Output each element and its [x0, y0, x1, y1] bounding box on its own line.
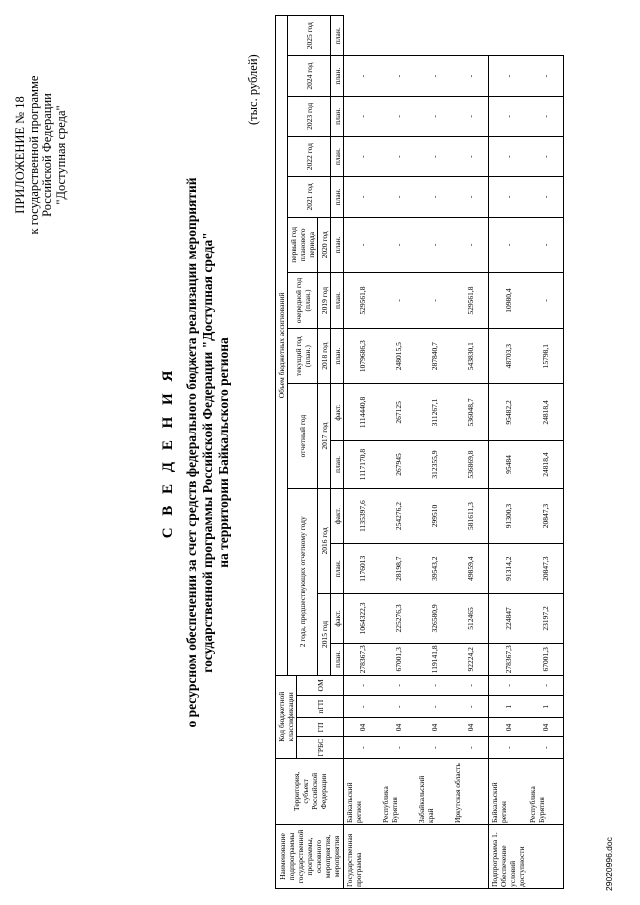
document-title: С В Е Д Е Н И Я	[160, 366, 176, 539]
table-row	[452, 16, 489, 889]
value-cell: 15798,1	[527, 328, 564, 384]
om-cell: -	[416, 675, 452, 695]
gp-cell: 04	[380, 718, 416, 737]
units-label: (тыс. рублей)	[246, 54, 260, 125]
value-cell: 254276,2	[380, 488, 416, 544]
header-first-plan-year: первый год планового периода	[288, 217, 318, 273]
header-2023: 2023 год	[288, 96, 331, 136]
file-name-footer: 29020996.doc	[604, 837, 614, 891]
value-cell: 224847	[489, 594, 528, 644]
grbs-cell: -	[527, 737, 564, 758]
value-cell: 67001,3	[527, 643, 564, 675]
value-cell: 536869,8	[452, 441, 489, 488]
pgp-cell: 1	[489, 695, 528, 718]
header-gp: ГП	[297, 718, 344, 737]
value-cell: 48703,3	[489, 328, 528, 384]
value-cell: -	[344, 177, 381, 217]
header-pgp: пГП	[297, 695, 344, 718]
value-cell: -	[416, 273, 452, 329]
value-cell: -	[344, 217, 381, 273]
territory-cell: Республика Бурятия	[527, 758, 564, 824]
value-cell: 20847,3	[527, 488, 564, 544]
header-plan: план.	[331, 643, 344, 675]
value-cell: -	[489, 56, 528, 96]
header-plan: план.	[331, 217, 344, 273]
value-cell: 24818,4	[527, 384, 564, 441]
value-cell: 225276,3	[380, 594, 416, 644]
header-plan: план.	[331, 544, 344, 594]
header-name: Наименование подпрограммы государственной программы, основного мероприятия, мероприятия	[276, 825, 344, 889]
header-2021: 2021 год	[288, 177, 331, 217]
header-2019: 2019 год	[318, 273, 331, 329]
om-cell: -	[489, 675, 528, 695]
value-cell: 91300,3	[489, 488, 528, 544]
value-cell: 312355,9	[416, 441, 452, 488]
value-cell: 1064322,3	[344, 594, 381, 644]
table-header	[276, 16, 344, 889]
value-cell: 248015,5	[380, 328, 416, 384]
program-cell	[527, 825, 564, 889]
value-cell: -	[380, 136, 416, 176]
value-cell: -	[527, 217, 564, 273]
territory-cell: Иркутская область	[452, 758, 489, 824]
appendix-line-2: к государственной программе	[26, 75, 41, 235]
value-cell: 529561,8	[452, 273, 489, 329]
resource-table	[275, 15, 564, 889]
value-cell: -	[452, 96, 489, 136]
value-cell: 287840,7	[416, 328, 452, 384]
pgp-cell: -	[452, 695, 489, 718]
header-2017: 2017 год	[318, 384, 331, 488]
gp-cell: 04	[344, 718, 381, 737]
gp-cell: 04	[489, 718, 528, 737]
value-cell: 92224,2	[452, 643, 489, 675]
header-2018: 2018 год	[318, 328, 331, 384]
pgp-cell: 1	[527, 695, 564, 718]
header-plan: план.	[331, 16, 344, 56]
program-cell	[380, 825, 416, 889]
header-plan: план.	[331, 56, 344, 96]
value-cell: -	[416, 136, 452, 176]
header-report-year: отчетный год	[288, 384, 318, 488]
value-cell: -	[527, 177, 564, 217]
table-row	[380, 16, 416, 889]
value-cell: -	[416, 96, 452, 136]
value-cell: 326580,9	[416, 594, 452, 644]
appendix-line-4: "Доступная среда"	[53, 105, 68, 205]
value-cell: 10980,4	[489, 273, 528, 329]
value-cell: 1079686,3	[344, 328, 381, 384]
territory-cell: Байкальский регион	[344, 758, 381, 824]
territory-cell: Байкальский регион	[489, 758, 528, 824]
header-2024: 2024 год	[288, 56, 331, 96]
value-cell: -	[416, 217, 452, 273]
header-current-year: текущий год (план.)	[288, 328, 318, 384]
value-cell: 311267,1	[416, 384, 452, 441]
value-cell: 67001,3	[380, 643, 416, 675]
header-plan: план.	[331, 328, 344, 384]
value-cell: 278367,3	[344, 643, 381, 675]
header-fact: факт.	[331, 488, 344, 544]
territory-cell: Республика Бурятия	[380, 758, 416, 824]
value-cell: -	[452, 136, 489, 176]
value-cell: 278367,3	[489, 643, 528, 675]
pgp-cell: -	[416, 695, 452, 718]
grbs-cell: -	[380, 737, 416, 758]
program-cell	[452, 825, 489, 889]
value-cell: -	[380, 217, 416, 273]
header-2016: 2016 год	[318, 488, 331, 593]
value-cell: 49859,4	[452, 544, 489, 594]
value-cell: -	[527, 96, 564, 136]
header-territory: Территория, субъект Российской Федерации	[276, 758, 344, 824]
header-next-year: очередной год (план.)	[288, 273, 318, 329]
value-cell: -	[527, 56, 564, 96]
value-cell: 1117170,8	[344, 441, 381, 488]
value-cell: 1176013	[344, 544, 381, 594]
header-plan: план.	[331, 96, 344, 136]
value-cell: -	[380, 273, 416, 329]
pgp-cell: -	[380, 695, 416, 718]
value-cell: 119141,8	[416, 643, 452, 675]
table-row	[344, 16, 381, 889]
value-cell: 1135397,6	[344, 488, 381, 544]
value-cell: 95482,2	[489, 384, 528, 441]
value-cell: -	[416, 56, 452, 96]
value-cell: -	[489, 177, 528, 217]
program-cell: Государственная программа	[344, 825, 381, 889]
program-cell	[416, 825, 452, 889]
header-2022: 2022 год	[288, 136, 331, 176]
value-cell: 267125	[380, 384, 416, 441]
program-cell: Подпрограмма 1. Обеспечение условий доступности	[489, 825, 528, 889]
appendix-line-3: Российской Федерации	[40, 93, 54, 217]
value-cell: -	[489, 136, 528, 176]
table-body	[344, 16, 564, 889]
value-cell: 299510	[416, 488, 452, 544]
value-cell: -	[527, 136, 564, 176]
value-cell: -	[344, 136, 381, 176]
value-cell: -	[489, 96, 528, 136]
value-cell: -	[380, 56, 416, 96]
table-row	[416, 16, 452, 889]
value-cell: -	[452, 56, 489, 96]
gp-cell: 04	[527, 718, 564, 737]
subtitle-line-2: государственной программы Российской Федерации "Доступная среда"	[200, 232, 215, 673]
value-cell: -	[416, 177, 452, 217]
gp-cell: 04	[452, 718, 489, 737]
subtitle-line-1: о ресурсном обеспечении за счет средств федерального бюджета реализации мероприятий	[184, 177, 199, 728]
header-plan: план.	[331, 177, 344, 217]
header-code: Код бюджетной классификации	[276, 675, 297, 758]
value-cell: 28198,7	[380, 544, 416, 594]
grbs-cell: -	[416, 737, 452, 758]
header-plan: план.	[331, 441, 344, 488]
table-row	[527, 16, 564, 889]
value-cell: 529561,8	[344, 273, 381, 329]
value-cell: -	[489, 217, 528, 273]
territory-cell: Забайкальский край	[416, 758, 452, 824]
header-plan: план.	[331, 273, 344, 329]
appendix-heading	[14, 25, 68, 285]
value-cell: 39543,2	[416, 544, 452, 594]
grbs-cell: -	[489, 737, 528, 758]
om-cell: -	[344, 675, 381, 695]
header-2015: 2015 год	[318, 594, 331, 676]
om-cell: -	[527, 675, 564, 695]
header-volume: Объем бюджетных ассигнований	[276, 16, 288, 676]
value-cell: 1114440,8	[344, 384, 381, 441]
header-om: ОМ	[297, 675, 344, 695]
value-cell: -	[344, 56, 381, 96]
appendix-line-1: ПРИЛОЖЕНИЕ № 18	[13, 96, 27, 214]
subtitle-line-3: на территории Байкальского региона	[216, 337, 231, 568]
header-two-years: 2 года, предшествующих отчетному году	[288, 488, 318, 675]
value-cell: -	[380, 177, 416, 217]
value-cell: 267945	[380, 441, 416, 488]
om-cell: -	[380, 675, 416, 695]
value-cell: 581611,3	[452, 488, 489, 544]
value-cell: -	[380, 96, 416, 136]
value-cell: 543830,1	[452, 328, 489, 384]
om-cell: -	[452, 675, 489, 695]
grbs-cell: -	[452, 737, 489, 758]
header-2025: 2025 год	[288, 16, 331, 56]
header-grbs: ГРБС	[297, 737, 344, 758]
value-cell: -	[452, 177, 489, 217]
header-plan: план.	[331, 136, 344, 176]
header-fact: факт.	[331, 384, 344, 441]
value-cell: 20847,3	[527, 544, 564, 594]
grbs-cell: -	[344, 737, 381, 758]
value-cell: -	[452, 217, 489, 273]
value-cell: 24818,4	[527, 441, 564, 488]
header-2020: 2020 год	[318, 217, 331, 273]
value-cell: 95484	[489, 441, 528, 488]
table-row	[489, 16, 528, 889]
value-cell: 512465	[452, 594, 489, 644]
value-cell: 23197,2	[527, 594, 564, 644]
value-cell: 91314,2	[489, 544, 528, 594]
pgp-cell: -	[344, 695, 381, 718]
value-cell: -	[344, 96, 381, 136]
header-fact: факт.	[331, 594, 344, 644]
value-cell: -	[527, 273, 564, 329]
value-cell: 536048,7	[452, 384, 489, 441]
gp-cell: 04	[416, 718, 452, 737]
